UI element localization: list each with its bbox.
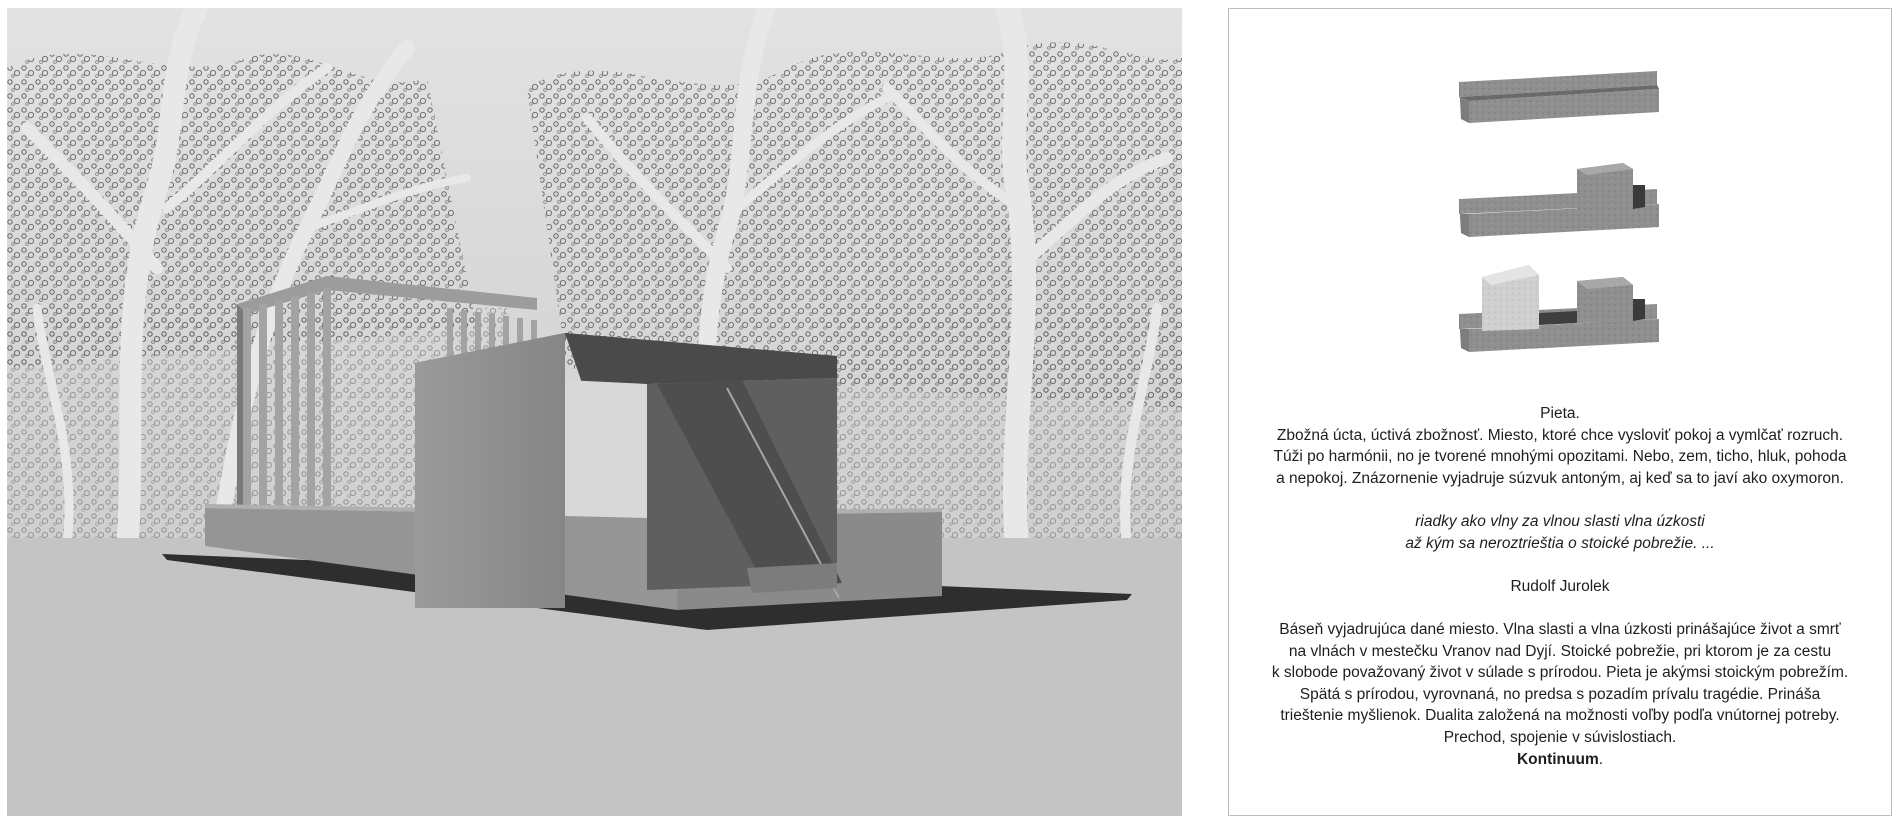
- description-text: [1229, 403, 1891, 770]
- poem-author: Rudolf Jurolek: [1510, 577, 1610, 595]
- body-line: k slobode považovaný život v súlade s prírodou. Pieta je akýmsi stoickým pobrežím.: [1271, 664, 1849, 682]
- closing-keyword: Kontinuum: [1516, 750, 1599, 768]
- poem-line: riadky ako vlny za vlnou slasti vlna úzkosti: [1415, 512, 1705, 530]
- diagram-stage-two-blocks: [1459, 265, 1659, 352]
- architectural-render: [7, 8, 1182, 816]
- closing-period: .: [1598, 750, 1604, 768]
- render-image: [7, 8, 1182, 816]
- body-line: Spätá s prírodou, vyrovnaná, no predsa s pozadím prívalu tragédie. Prináša: [1299, 685, 1821, 703]
- body-line: Báseň vyjadrujúca dané miesto. Vlna slasti a vlna úzkosti prinášajúce život a smrť: [1279, 620, 1841, 638]
- intro-line: a nepokoj. Znázornenie vyjadruje súzvuk antoným, aj keď sa to javí ako oxymoron.: [1276, 469, 1844, 487]
- body-line: Prechod, spojenie v súvislostiach.: [1443, 728, 1677, 746]
- intro-line: Túži po harmónii, no je tvorené mnohými opozitami. Nebo, zem, ticho, hluk, pohoda: [1273, 448, 1847, 466]
- poem-line: až kým sa neroztrieštia o stoické pobrežie. ...: [1405, 534, 1715, 552]
- diagram-stage-one-block: [1459, 163, 1659, 237]
- diagram-stage-base-wall: [1459, 71, 1659, 123]
- description-panel: [1228, 8, 1892, 816]
- body-line: na vlnách v mestečku Vranov nad Dyjí. Stoické pobrežie, pri ktorom je za cestu: [1288, 642, 1832, 660]
- closing-line: [1229, 749, 1891, 771]
- body-line: trieštenie myšlienok. Dualita založená na možnosti voľby podľa vnútornej potreby.: [1280, 707, 1840, 725]
- intro-line: Zbožná úcta, úctivá zbožnosť. Miesto, ktoré chce vysloviť pokoj a vymlčať rozruch.: [1276, 426, 1844, 444]
- title: Pieta.: [1540, 405, 1580, 422]
- massing-diagram: [1229, 9, 1891, 389]
